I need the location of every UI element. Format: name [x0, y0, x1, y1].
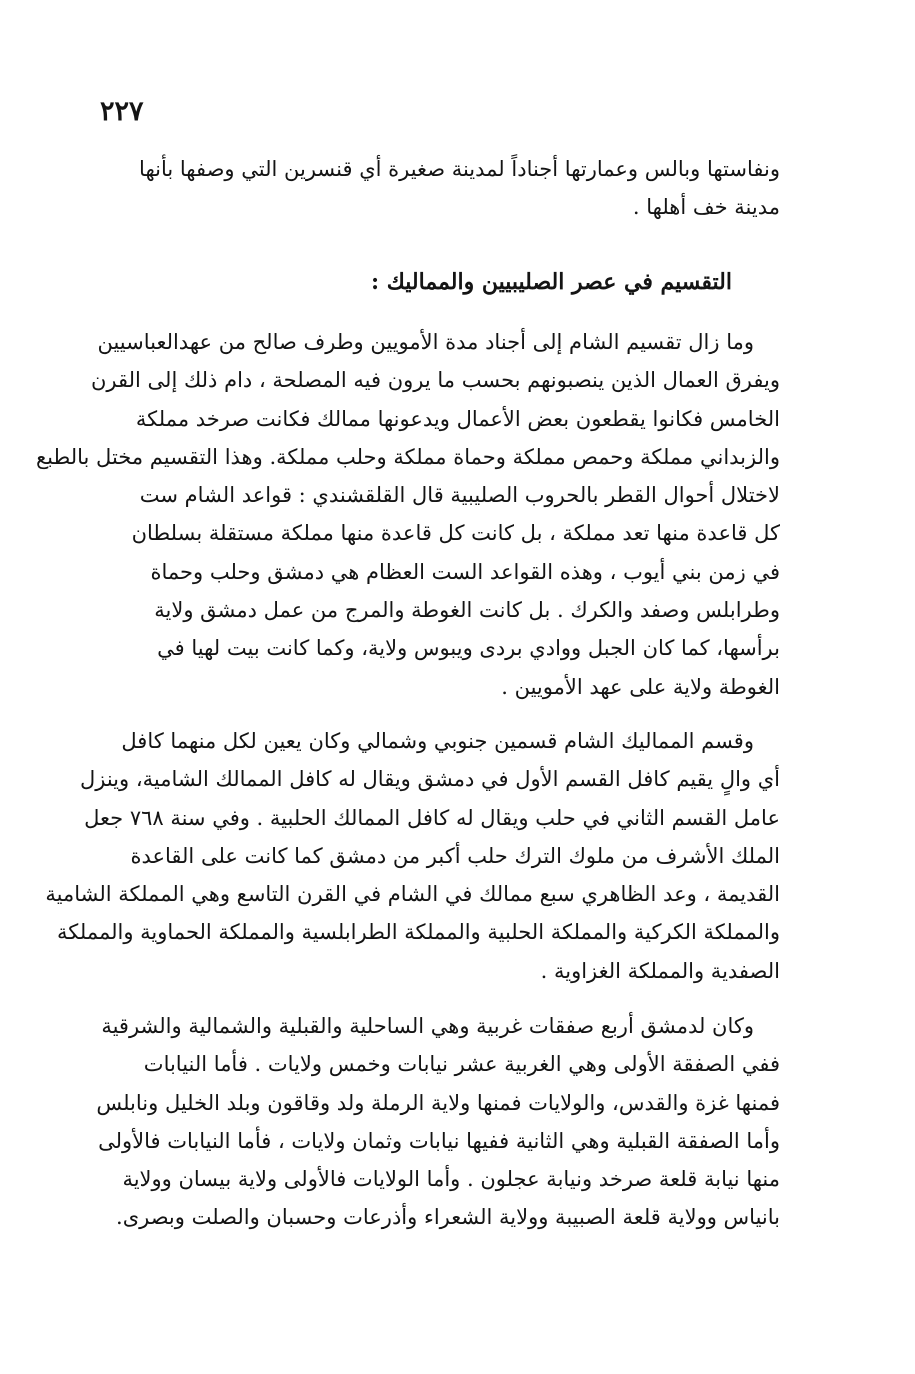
text-line: ويفرق العمال الذين ينصبونهم بحسب ما يرون فيه المصلحة ، دام ذلك إلى القرن [91, 368, 780, 393]
text-line: الغوطة ولاية على عهد الأمويين . [501, 674, 780, 699]
text-line: القديمة ، وعد الظاهري سبع ممالك في الشام في القرن التاسع وهي المملكة الشامية [45, 882, 780, 907]
text-line: كل قاعدة منها تعد مملكة ، بل كانت كل قاعدة منها مملكة مستقلة بسلطان [131, 521, 780, 546]
text-line: الصفدية والمملكة الغزاوية . [540, 958, 780, 983]
text-line: والزبداني مملكة وحمص مملكة وحماة مملكة وحلب مملكة. وهذا التقسيم مختل بالطبع [36, 444, 780, 469]
section-heading: التقسيم في عصر الصليبيين والمماليك : [370, 269, 732, 295]
paragraph-2 [45, 722, 780, 990]
text-line: وطرابلس وصفد والكرك . بل كانت الغوطة والمرج من عمل دمشق ولاية [154, 598, 780, 623]
text-line: منها نيابة قلعة صرخد ونيابة عجلون . وأما الولايات فالأولى ولاية بيسان وولاية [122, 1167, 780, 1192]
text-line: وما زال تقسيم الشام إلى أجناد مدة الأمويين وطرف صالح من عهدالعباسيين [97, 330, 754, 354]
intro-text [100, 150, 780, 227]
text-line: برأسها، كما كان الجبل ووادي بردى ويبوس ولاية، وكما كانت بيت لهيا في [157, 636, 780, 661]
text-line: وأما الصفقة القبلية وهي الثانية ففيها نيابات وثمان ولايات ، فأما النيابات فالأولى [98, 1128, 780, 1153]
text-line: ونفاستها وبالس وعمارتها أجناداً لمدينة صغيرة أي قنسرين التي وصفها بأنها [139, 157, 780, 181]
paragraph-1 [36, 323, 780, 706]
text-line: أي والٍ يقيم كافل القسم الأول في دمشق ويقال له كافل الممالك الشامية، وينزل [80, 767, 780, 792]
text-line: وكان لدمشق أربع صفقات غربية وهي الساحلية والقبلية والشمالية والشرقية [101, 1014, 754, 1038]
text-line: الملك الأشرف من ملوك الترك حلب أكبر من دمشق كما كانت على القاعدة [130, 843, 780, 868]
text-line: بانياس وولاية قلعة الصبيبة وولاية الشعراء وأذرعات وحسبان والصلت وبصرى. [116, 1205, 780, 1230]
text-line: الخامس فكانوا يقطعون بعض الأعمال ويدعونها ممالك فكانت صرخد مملكة [135, 406, 780, 431]
text-line: ففي الصفقة الأولى وهي الغربية عشر نيابات وخمس ولايات . فأما النيابات [143, 1052, 780, 1077]
text-line: لاختلال أحوال القطر بالحروب الصليبية قال القلقشندي : قواعد الشام ست [139, 483, 780, 508]
paragraph-3 [96, 1007, 780, 1237]
text-line: عامل القسم الثاني في حلب ويقال له كافل الممالك الحلبية . وفي سنة ٧٦٨ جعل [84, 805, 780, 830]
text-line: مدينة خف أهلها . [632, 195, 780, 220]
text-line: وقسم المماليك الشام قسمين جنوبي وشمالي وكان يعين لكل منهما كافل [121, 729, 754, 753]
page-number: ٢٢٧ [100, 96, 144, 127]
text-line: في زمن بني أيوب ، وهذه القواعد الست العظام هي دمشق وحلب وحماة [150, 559, 780, 584]
text-line: فمنها غزة والقدس، والولايات فمنها ولاية الرملة ولد وقاقون وبلد الخليل ونابلس [96, 1090, 780, 1115]
text-line: والمملكة الكركية والمملكة الحلبية والمملكة الطرابلسية والمملكة الحماوية والمملكة [57, 920, 780, 945]
